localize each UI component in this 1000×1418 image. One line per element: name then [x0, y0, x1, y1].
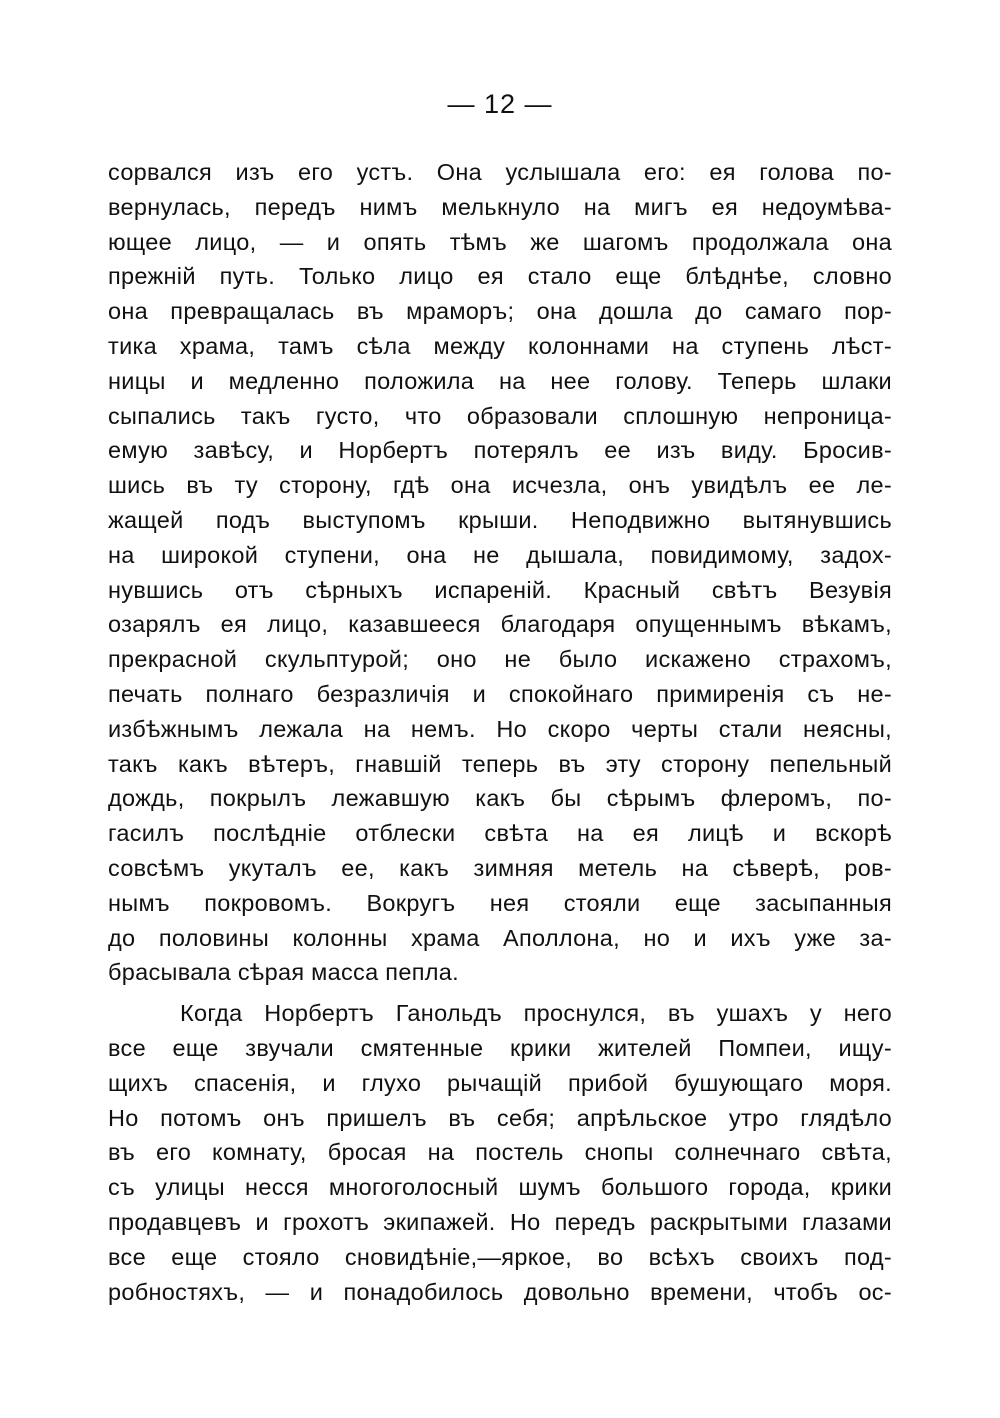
text-line: Но потомъ онъ пришелъ въ себя; апрѣльское утро глядѣло — [108, 1104, 892, 1131]
text-line: жащей подъ выступомъ крыши. Неподвижно вытянувшись — [108, 506, 892, 533]
text-line: съ улицы несся многоголосный шумъ большого города, крики — [108, 1174, 892, 1201]
text-line: до половины колонны храма Аполлона, но и ихъ уже за- — [108, 924, 892, 951]
text-line: все еще звучали смятенные крики жителей Помпеи, ищу- — [108, 1034, 892, 1061]
text-line: въ его комнату, бросая на постель снопы солнечнаго свѣта, — [108, 1139, 892, 1166]
text-line: ющее лицо, — и опять тѣмъ же шагомъ продолжала она — [108, 228, 892, 255]
paragraph — [108, 155, 892, 990]
text-line: на широкой ступени, она не дышала, повидимому, задох- — [108, 541, 892, 568]
text-line: гасилъ послѣдніе отблески свѣта на ея лицѣ и вскорѣ — [108, 820, 892, 847]
text-line: такъ какъ вѣтеръ, гнавшій теперь въ эту сторону пепельный — [108, 750, 892, 777]
text-line: избѣжнымъ лежала на немъ. Но скоро черты стали неясны, — [108, 715, 892, 742]
text-line: нувшись отъ сѣрныхъ испареній. Красный свѣтъ Везувія — [108, 576, 892, 603]
paragraph — [108, 996, 892, 1309]
text-line: все еще стояло сновидѣніе,—яркое, во всѣхъ своихъ под- — [108, 1243, 892, 1270]
page-number: — 12 — — [447, 89, 553, 119]
text-line: прежній путь. Только лицо ея стало еще блѣднѣе, словно — [108, 263, 892, 290]
text-line: сыпались такъ густо, что образовали сплошную непроница- — [108, 402, 892, 429]
text-line: емую завѣсу, и Норбертъ потерялъ ее изъ виду. Бросив- — [108, 437, 892, 464]
text-line: шись въ ту сторону, гдѣ она исчезла, онъ увидѣлъ ее ле- — [108, 472, 892, 499]
text-line: брасывала сѣрая масса пепла. — [108, 959, 459, 986]
text-line: Когда Норбертъ Ганольдъ проснулся, въ ушахъ у него — [180, 1000, 892, 1027]
text-line: дождь, покрылъ лежавшую какъ бы сѣрымъ флеромъ, по- — [108, 785, 892, 812]
text-line: печать полнаго безразличія и спокойнаго примиренія съ не- — [108, 680, 892, 707]
text-line: она превращалась въ мраморъ; она дошла до самаго пор- — [108, 298, 892, 325]
text-line: прекрасной скульптурой; оно не было искажено страхомъ, — [108, 646, 892, 673]
text-line: вернулась, передъ нимъ мелькнуло на мигъ ея недоумѣва- — [108, 193, 892, 220]
text-line: совсѣмъ укуталъ ее, какъ зимняя метель на сѣверѣ, ров- — [108, 854, 892, 881]
text-line: ницы и медленно положила на нее голову. Теперь шлаки — [108, 367, 892, 394]
text-line: щихъ спасенія, и глухо рычащій прибой бушующаго моря. — [108, 1069, 892, 1096]
text-line: тика храма, тамъ сѣла между колоннами на ступень лѣст- — [108, 332, 892, 359]
text-line: продавцевъ и грохотъ экипажей. Но передъ раскрытыми глазами — [108, 1208, 892, 1235]
text-line: нымъ покровомъ. Вокругъ нея стояли еще засыпанныя — [108, 889, 892, 916]
text-line: озарялъ ея лицо, казавшееся благодаря опущеннымъ вѣкамъ, — [108, 611, 892, 638]
text-line: сорвался изъ его устъ. Она услышала его: ея голова по- — [108, 159, 892, 185]
body-text — [108, 155, 892, 1309]
text-line: робностяхъ, — и понадобилось довольно времени, чтобъ ос- — [108, 1278, 892, 1305]
